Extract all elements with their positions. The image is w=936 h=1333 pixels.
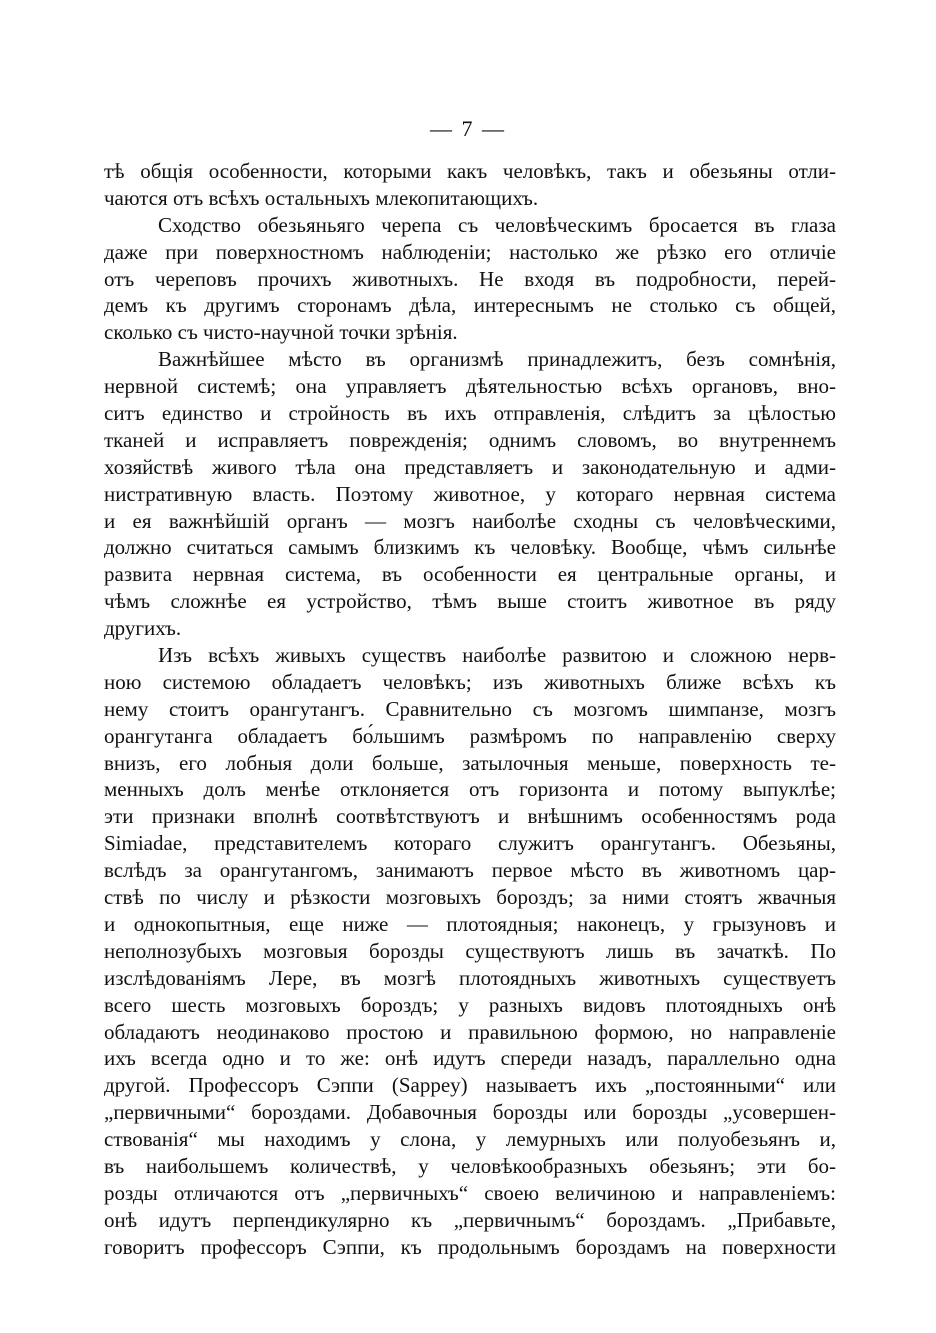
text-line: вслѣдъ за орангутангомъ, занимаютъ первое мѣсто въ животномъ цар- [104, 858, 836, 883]
text-line: розды отличаются отъ „первичныхъ“ своею величиною и направленіемъ: [104, 1180, 836, 1205]
text-line: ствованія“ мы находимъ у слона, у лемурныхъ или полуобезьянъ и, [104, 1127, 836, 1152]
text-line: „первичными“ бороздами. Добавочныя борозды или борозды „усовершен- [104, 1100, 836, 1125]
text-line: ихъ всегда одно и то же: онѣ идутъ спереди назадъ, параллельно одна [104, 1046, 836, 1071]
body-text [104, 158, 836, 1261]
text-line: сколько съ чисто-научной точки зрѣнія. [104, 320, 458, 345]
text-line: другой. Профессоръ Сэппи (Sappey) называетъ ихъ „постоянными“ или [104, 1073, 836, 1098]
text-line: и однокопытныя, еще ниже — плотоядныя; наконецъ, у грызуновъ и [104, 911, 836, 936]
text-line: должно считаться самымъ близкимъ къ человѣку. Вообще, чѣмъ сильнѣе [104, 535, 836, 560]
text-line: Изъ всѣхъ живыхъ существъ наиболѣе развитою и сложною нерв- [158, 643, 836, 668]
text-line: ствѣ по числу и рѣзкости мозговыхъ бороздъ; за ними стоятъ жвачныя [104, 885, 836, 910]
text-line: внизъ, его лобныя доли больше, затылочныя меньше, поверхность те- [104, 750, 836, 775]
text-line: другихъ. [104, 616, 182, 641]
text-line: тѣ общія особенности, которыми какъ человѣкъ, такъ и обезьяны отли- [104, 159, 836, 183]
text-line: въ наибольшемъ количествѣ, у человѣкообразныхъ обезьянъ; эти бо- [104, 1153, 836, 1178]
text-line: обладаютъ неодинаково простою и правильною формою, но направленіе [104, 1019, 836, 1044]
text-line: и ея важнѣйшій органъ — мозгъ наиболѣе сходны съ человѣческими, [104, 508, 836, 533]
text-line: Сходство обезьяньяго черепа съ человѣческимъ бросается въ глаза [158, 212, 836, 237]
text-line: Simiadae, представителемъ котораго служитъ орангутангъ. Обезьяны, [104, 831, 836, 856]
text-line: чаются отъ всѣхъ остальныхъ млекопитающихъ. [104, 185, 539, 210]
text-line: говоритъ профессоръ Сэппи, къ продольнымъ бороздамъ на поверхности [104, 1234, 836, 1259]
text-line: даже при поверхностномъ наблюденіи; настолько же рѣзко его отличіе [104, 239, 836, 264]
text-line: тканей и исправляетъ поврежденія; однимъ словомъ, во внутреннемъ [104, 427, 836, 452]
text-line: изслѣдованіямъ Лере, въ мозгѣ плотоядныхъ животныхъ существуетъ [104, 965, 836, 990]
text-line: ною системою обладаетъ человѣкъ; изъ животныхъ ближе всѣхъ къ [104, 669, 836, 694]
text-line: развита нервная система, въ особенности ея центральные органы, и [104, 562, 836, 587]
text-line: ситъ единство и стройность въ ихъ отправленія, слѣдитъ за цѣлостью [104, 401, 836, 426]
text-line: эти признаки вполнѣ соотвѣтствуютъ и внѣшнимъ особенностямъ рода [104, 804, 836, 829]
text-line: чѣмъ сложнѣе ея устройство, тѣмъ выше стоитъ животное въ ряду [104, 589, 836, 614]
text-line: демъ къ другимъ сторонамъ дѣла, интереснымъ не столько съ общей, [104, 293, 836, 318]
text-line: менныхъ долъ менѣе отклоняется отъ горизонта и потому выпуклѣе; [104, 777, 836, 802]
text-line: отъ череповъ прочихъ животныхъ. Не входя въ подробности, перей- [104, 266, 836, 291]
text-line: Важнѣйшее мѣсто въ организмѣ принадлежитъ, безъ сомнѣнія, [158, 347, 836, 372]
text-line: всего шесть мозговыхъ бороздъ; у разныхъ видовъ плотоядныхъ онѣ [104, 992, 836, 1017]
text-line: орангутанга обладаетъ бо́льшимъ размѣромъ по направленію сверху [104, 723, 836, 748]
text-line: нему стоитъ орангутангъ. Сравнительно съ мозгомъ шимпанзе, мозгъ [104, 696, 836, 721]
page-number: — 7 — [430, 116, 506, 141]
text-line: онѣ идутъ перпендикулярно къ „первичнымъ“ бороздамъ. „Прибавьте, [104, 1207, 836, 1232]
text-line: хозяйствѣ живого тѣла она представляетъ и законодательную и адми- [104, 454, 836, 479]
text-line: нервной системѣ; она управляетъ дѣятельностью всѣхъ органовъ, вно- [104, 374, 836, 399]
text-line: нистративную власть. Поэтому животное, у котораго нервная система [104, 481, 836, 506]
text-line: неполнозубыхъ мозговыя борозды существуютъ лишь въ зачаткѣ. По [104, 938, 836, 963]
